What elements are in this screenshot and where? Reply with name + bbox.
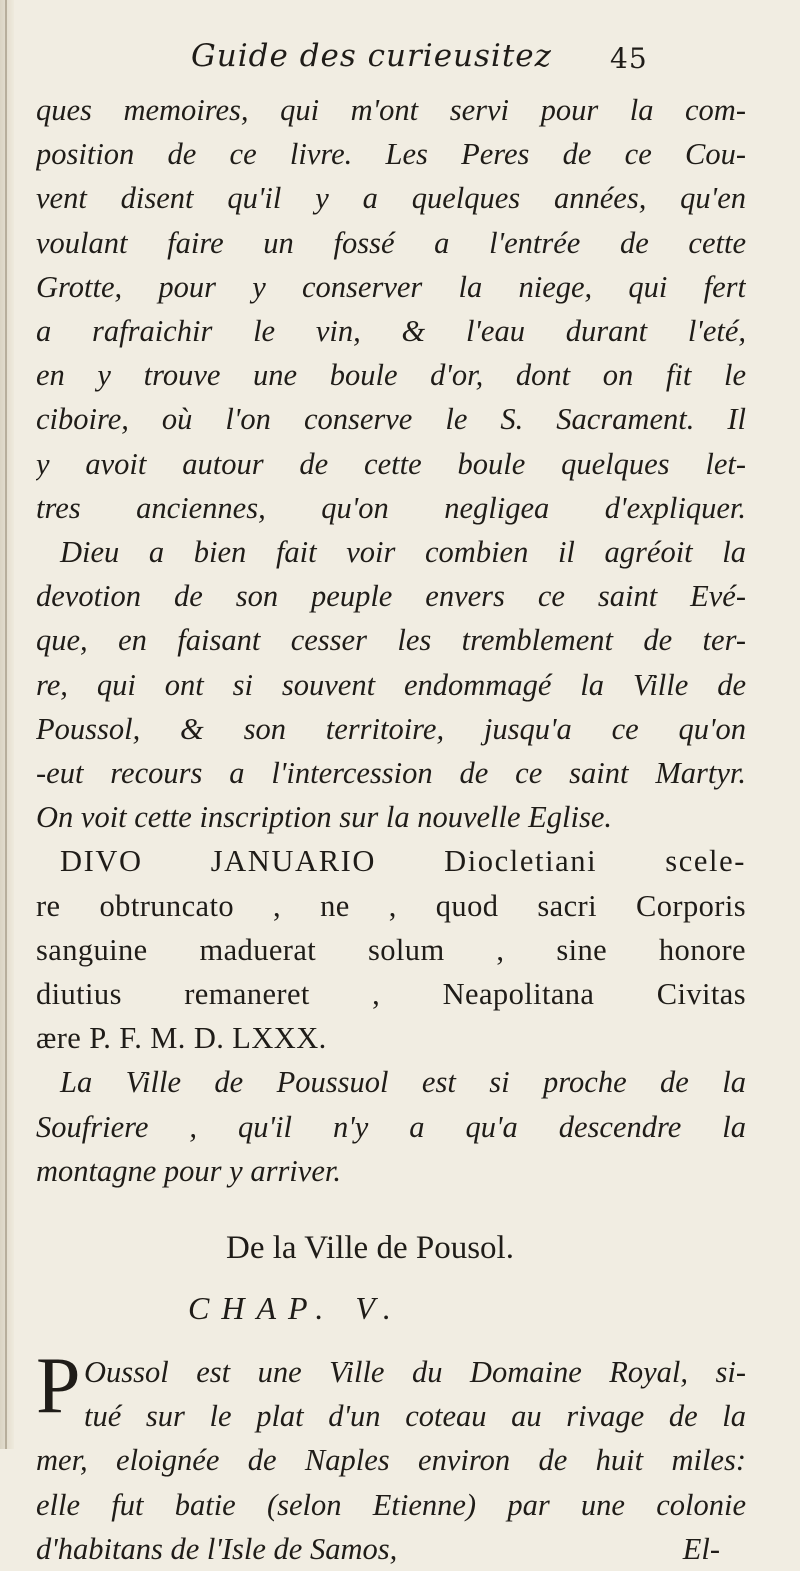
text-line: ciboire, où l'on conserve le S. Sacrament. Il <box>36 402 746 437</box>
text-line: en y trouve une boule d'or, dont on fit le <box>36 358 746 393</box>
text-line: position de ce livre. Les Peres de ce Cou- <box>36 137 746 172</box>
text-line: vent disent qu'il y a quelques années, qu'en <box>36 181 746 216</box>
page-edge <box>0 0 14 1449</box>
inscription <box>36 839 746 1060</box>
text-line: elle fut batie (selon Etienne) par une colonie <box>36 1487 746 1522</box>
text-line <box>36 1527 746 1571</box>
inscription-line: sanguine maduerat solum , sine honore <box>36 932 746 967</box>
text-line: montagne pour y arriver. <box>36 1153 341 1188</box>
text-line: Soufriere , qu'il n'y a qu'a descendre la <box>36 1109 746 1144</box>
catchword: El- <box>682 1531 720 1566</box>
book-page <box>36 38 746 1571</box>
text-line: mer, eloignée de Naples environ de huit miles: <box>36 1443 746 1478</box>
text-line: que, en faisant cesser les tremblement de ter- <box>36 623 746 658</box>
paragraph-2 <box>36 1060 746 1193</box>
last-line-text: d'habitans de l'Isle de Samos, <box>36 1531 398 1566</box>
text-line: voulant faire un fossé a l'entrée de cette <box>36 225 746 260</box>
text-line: Poussol, & son territoire, jusqu'a ce qu'on <box>36 711 746 746</box>
text-line: Oussol est une Ville du Domaine Royal, si- <box>84 1355 746 1390</box>
text-line: devotion de son peuple envers ce saint Evé- <box>36 579 746 614</box>
text-line: La Ville de Poussuol est si proche de la <box>60 1065 746 1100</box>
text-line: Dieu a bien fait voir combien il agréoit la <box>60 535 746 570</box>
text-line: -eut recours a l'intercession de ce saint Martyr. <box>36 756 746 791</box>
inscription-line: diutius remaneret , Neapolitana Civitas <box>36 977 746 1012</box>
chapter-label: CHAP. V. <box>188 1290 403 1327</box>
inscription-line: ære P. F. M. D. LXXX. <box>36 1021 327 1056</box>
text-line: tué sur le plat d'un coteau au rivage de la <box>84 1399 746 1434</box>
text-line: Grotte, pour y conserver la niege, qui fert <box>36 269 746 304</box>
text-line: ques memoires, qui m'ont servi pour la com- <box>36 93 746 127</box>
drop-cap: P <box>36 1342 81 1431</box>
section-heading: De la Ville de Pousol. <box>226 1230 514 1267</box>
running-head-title: Guide des curieusitez <box>191 38 552 74</box>
text-line: On voit cette inscription sur la nouvelle Eglise. <box>36 800 613 835</box>
running-head <box>36 38 746 88</box>
text-line: re, qui ont si souvent endommagé la Ville de <box>36 667 746 702</box>
binding-line <box>5 0 7 1449</box>
page-number: 45 <box>610 42 648 75</box>
text-line: tres anciennes, qu'on negligea d'expliquer. <box>36 490 746 525</box>
inscription-line: re obtruncato , ne , quod sacri Corporis <box>36 888 746 923</box>
chapter-body <box>36 1342 746 1571</box>
inscription-line: DIVO JANUARIO Diocletiani scele- <box>60 844 746 879</box>
text-line: y avoit autour de cette boule quelques let- <box>36 446 746 481</box>
text-line: a rafraichir le vin, & l'eau durant l'eté, <box>36 314 746 349</box>
paragraph-1 <box>36 88 746 839</box>
